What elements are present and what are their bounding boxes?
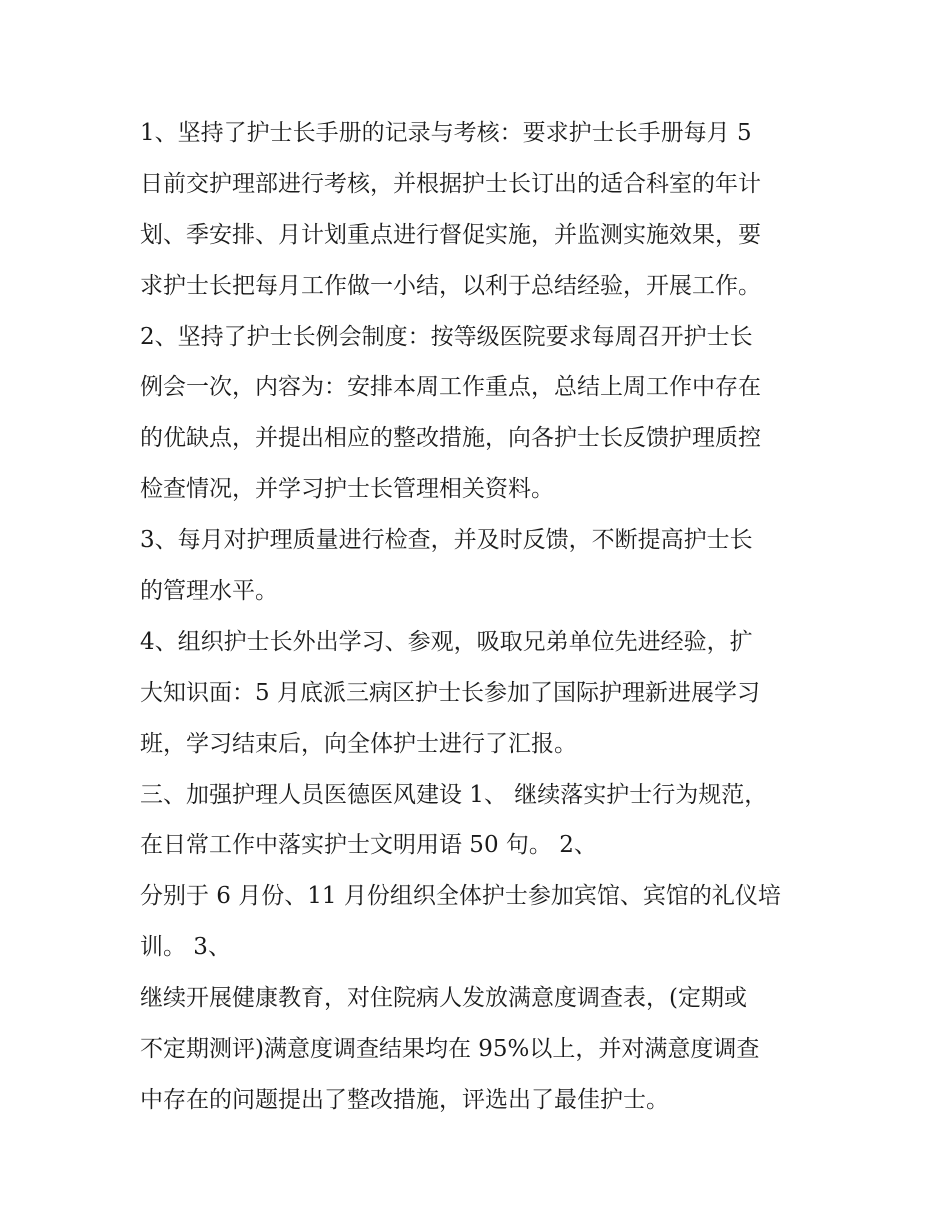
text-line: 大知识面：5 月底派三病区护士长参加了国际护理新进展学习 bbox=[140, 679, 760, 706]
text-line: 分别于 6 月份、11 月份组织全体护士参加宾馆、宾馆的礼仪培 bbox=[140, 883, 781, 910]
text-line: 3、每月对护理质量进行检查，并及时反馈，不断提高护士长 bbox=[140, 527, 753, 554]
text-line: 班，学习结束后，向全体护士进行了汇报。 bbox=[140, 730, 577, 757]
text-line: 三、加强护理人员医德医风建设 1、 继续落实护士行为规范， bbox=[140, 781, 768, 808]
text-line: 1、坚持了护士长手册的记录与考核：要求护士长手册每月 5 bbox=[140, 120, 752, 146]
document-body bbox=[140, 108, 840, 1126]
text-line: 求护士长把每月工作做一小结，以利于总结经验，开展工作。 bbox=[140, 272, 761, 299]
text-line: 在日常工作中落实护士文明用语 50 句。 2、 bbox=[140, 832, 597, 859]
text-line: 例会一次，内容为：安排本周工作重点，总结上周工作中存在 bbox=[140, 374, 761, 401]
text-line: 中存在的问题提出了整改措施，评选出了最佳护士。 bbox=[140, 1086, 669, 1113]
text-line: 训。 3、 bbox=[140, 934, 231, 961]
text-line: 4、组织护士长外出学习、参观，吸取兄弟单位先进经验，扩 bbox=[140, 628, 753, 655]
text-line: 检查情况，并学习护士长管理相关资料。 bbox=[140, 476, 554, 503]
text-line: 的管理水平。 bbox=[140, 578, 278, 605]
text-line: 继续开展健康教育，对住院病人发放满意度调查表，(定期或 bbox=[140, 985, 747, 1012]
text-line: 不定期测评)满意度调查结果均在 95%以上，并对满意度调查 bbox=[140, 1036, 760, 1063]
text-line: 划、季安排、月计划重点进行督促实施，并监测实施效果，要 bbox=[140, 221, 761, 248]
text-line: 的优缺点，并提出相应的整改措施，向各护士长反馈护理质控 bbox=[140, 425, 761, 452]
text-line: 日前交护理部进行考核，并根据护士长订出的适合科室的年计 bbox=[140, 170, 761, 197]
text-line: 2、坚持了护士长例会制度：按等级医院要求每周召开护士长 bbox=[140, 323, 753, 350]
